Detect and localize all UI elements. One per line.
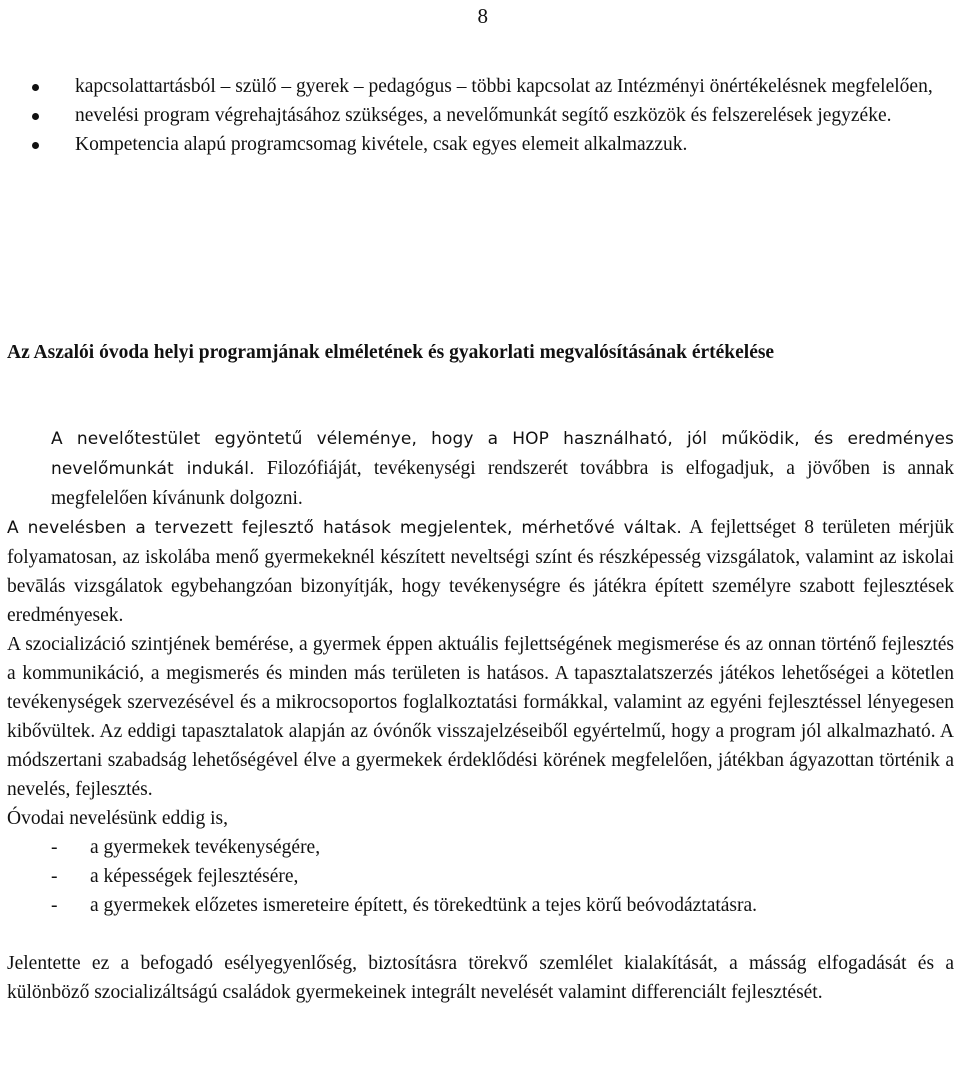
dash-list	[7, 833, 954, 920]
page-number: 8	[477, 4, 488, 28]
bullet-item: kapcsolattartásból – szülő – gyerek – pedagógus – többi kapcsolat az Intézményi önértékelésnek megfelelően,	[32, 72, 954, 101]
bullet-item: nevelési program végrehajtásához szükséges, a nevelőmunkát segítő eszközök és felszerelések jegyzéke.	[32, 101, 954, 130]
paragraph: Jelentette ez a befogadó esélyegyenlőség, biztosításra törekvő szemlélet kialakítását, a másság elfogadását és a különböző szocializáltságú családok gyermekeinek integrált nevelését valamint differenciált fejlesztését.	[7, 953, 954, 1003]
paragraph: A szocializáció szintjének bemérése, a gyermek éppen aktuális fejlettségének megismerése és az onnan történő fejlesztés a kommunikáció, a megismerés és minden más területen is hatásos. A tapasztalatszerzés játékos lehetőségei a kötetlen tevékenységek szervezésével és a mikrocsoportos foglalkoztatási formákkal, valamint az egyéni fejlesztéssel lényegesen kibővültek. Az eddigi tapasztalatok alapján az óvónők visszajelzéseiből egyértelmű, hogy a program jól alkalmazható. A módszertani szabadság lehetőségével élve a gyermekek érdeklődési körének megfelelően, játékban ágyazottan történik a nevelés, fejlesztés.	[7, 634, 954, 800]
list-item: - a gyermekek előzetes ismereteire épített, és törekedtünk a tejes körű beóvodáztatásra.	[51, 895, 758, 916]
bullet-dot-icon	[32, 84, 39, 91]
body-text	[7, 424, 954, 1007]
bullet-dot-icon	[32, 142, 39, 149]
paragraph: A nevelőtestület egyöntetű véleménye, hogy a HOP használható, jól működik, és eredményes nevelőmunkát indukál. Filozófiáját, tevékenységi rendszerét továbbra is elfogadjuk, a jövőben is annak megfelelően kívánunk dolgozni.	[51, 429, 954, 509]
bullet-list	[32, 72, 954, 159]
bullet-dot-icon	[32, 113, 39, 120]
paragraph: A nevelésben a tervezett fejlesztő hatások megjelentek, mérhetővé váltak. A fejlettséget 8 területen mérjük folyamatosan, az iskolába menő gyermekeknél készített neveltségi színt és részképesség vizsgálatok, valamint az iskolai bevālás vizsgálatok egybehangzóan bizonyítják, hogy tevékenységre és játékra épített személyre szabott fejlesztések eredményesek.	[7, 517, 954, 626]
list-item: - a képességek fejlesztésére,	[51, 866, 299, 887]
bullet-item: Kompetencia alapú programcsomag kivétele, csak egyes elemeit alkalmazzuk.	[32, 130, 954, 159]
list-item: - a gyermekek tevékenységére,	[51, 837, 321, 858]
paragraph: Óvodai nevelésünk eddig is,	[7, 808, 228, 829]
section-heading: Az Aszalói óvoda helyi programjának elméletének és gyakorlati megvalósításának értékelése	[7, 342, 775, 363]
